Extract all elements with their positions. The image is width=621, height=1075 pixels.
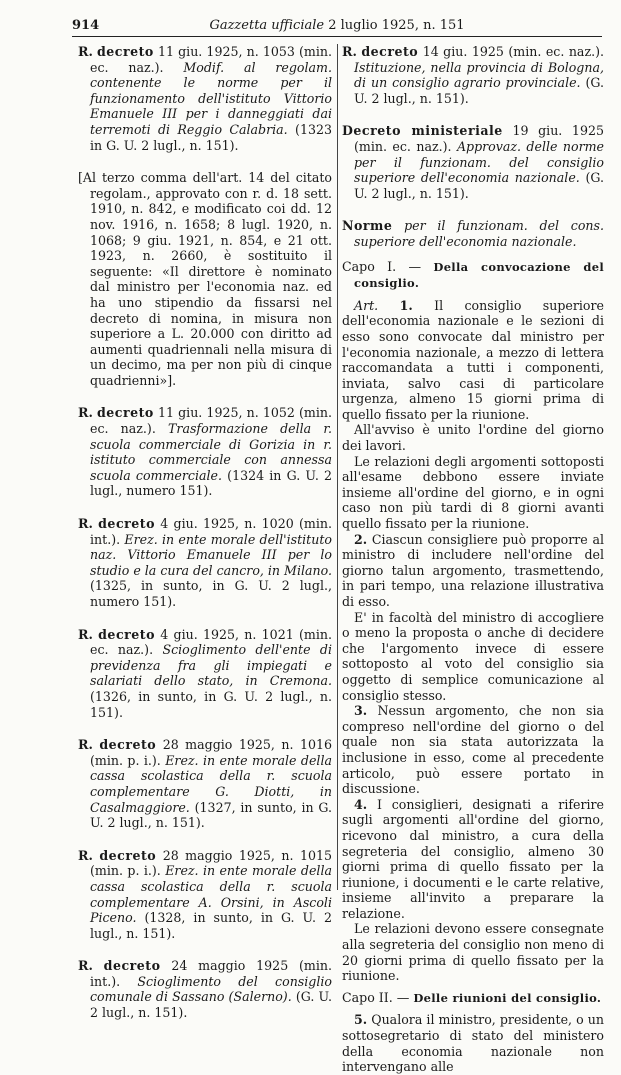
decree-entry-6: R. decreto 28 maggio 1925, n. 1015 (min. p. i.). Erez. in ente morale della cassa scolastica della r. scuola complementare A. Orsini, in Ascoli Piceno. (1328, in sunto, in G. U. 2 lugl., n. 151). — [78, 847, 332, 941]
chapter-1-heading: Capo I. — Della convocazione del consiglio. — [342, 258, 605, 291]
decree-date: 14 giu. 1925 (min. ec. naz.). — [422, 44, 604, 59]
decree-entry-1: R. decreto 11 giu. 1925, n. 1053 (min. ec. naz.). Modif. al regolam. contenente le norme per il funzionamento dell'istituto Vittorio Emanuele III per i danneggiati dai terremoti di Reggio Calabria. (1323 in G. U. 2 lugl., n. 151). — [78, 44, 332, 153]
ministerial-decree-entry: Decreto ministeriale 19 giu. 1925 (min. ec. naz.). Approvaz. delle norme per il funzionam. del consiglio superiore dell'economia nazionale. (G. U. 2 lugl., n. 151). — [342, 123, 604, 201]
decree-entry-5: R. decreto 28 maggio 1925, n. 1016 (min. p. i.). Erez. in ente morale della cassa scolastica della r. scuola complementare G. Diotti, in Casalmaggiore. (1327, in sunto, in G. U. 2 lugl., n. 151). — [78, 737, 333, 831]
decree-subject: Scioglimento dell'ente di previdenza fra gli impiegati e salariati dello stato, in Cremona. — [90, 642, 332, 689]
decree-publication: (1328, in sunto, in G. U. 2 lugl., n. 151). — [90, 910, 332, 941]
right-column — [342, 44, 605, 1075]
article-4-paragraph: 4. I consiglieri, designati a riferire sugli argomenti all'ordine del giorno, ricevono dal ministro, a cura della segreteria del consiglio, almeno 30 giorni prima di quello fissato per la riunione, i documenti e le carte relative, insieme all'invito a preparare la relazione. — [342, 796, 604, 921]
decree-date: 11 giu. 1925, n. 1052 (min. ec. naz.). — [90, 405, 332, 437]
decree-subject: Erez. in ente morale dell'istituto naz. Vittorio Emanuele III per lo studio e la cura del cancro, in Milano. — [90, 531, 332, 578]
left-column — [78, 44, 333, 1021]
decree-date: 19 giu. 1925 (min. ec. naz.). — [354, 123, 604, 154]
decree-publication: (G. U. 2 lugl., n. 151). — [354, 75, 604, 106]
column-divider — [337, 44, 338, 890]
decree-publication: (G. U. 2 lugl., n. 151). — [90, 989, 332, 1021]
article-2-paragraph-2: E' in facoltà del ministro di accogliere o meno la proposta o anche di decidere che l'argomento invece di essere sottoposto al voto del consiglio sia oggetto di semplice comunicazione al consiglio stesso. — [342, 609, 604, 703]
decree-note: [Al terzo comma dell'art. 14 del citato regolam., approvato con r. d. 18 sett. 1910, n. 842, e modificato coi dd. 12 nov. 1916, n. 1658; 8 lugl. 1920, n. 1068; 9 giu. 1921, n. 854, e 21 ott. 1923, n. 2660, è sostituito il seguente: «Il direttore è nominato dal ministro per l'economia naz. ed ha uno stipendio da fissarsi nel decreto di nomina, in misura non superiore a L. 20.000 con diritto ad aumenti quadriennali nella misura di un decimo, ma per non più di cinque quadrienni»]. — [78, 170, 332, 388]
decree-entry-7: R. decreto 24 maggio 1925 (min. int.). Scioglimento del consiglio comunale di Sassano (Salerno). (G. U. 2 lugl., n. 151). — [78, 958, 332, 1021]
article-1-paragraph: Art. 1. Il consiglio superiore dell'economia nazionale e le sezioni di esso sono convocate dal ministro per l'economia nazionale, a mezzo di lettera raccomandata a tutti i componenti, inviata, salvo casi di particolare urgenza, almeno 15 giorni prima di quello fissato per la riunione. — [342, 297, 604, 422]
article-5-paragraph: 5. Qualora il ministro, presidente, o un sottosegretario di stato del ministero della economia nazionale non intervengano alle — [342, 1012, 604, 1075]
decree-date: 28 maggio 1925, n. 1016 (min. p. i.). — [90, 737, 332, 768]
decree-subject: Istituzione, nella provincia di Bologna, di un consiglio agrario provinciale. — [354, 59, 604, 91]
decree-date: 24 maggio 1925 (min. int.). — [90, 958, 332, 989]
decree-publication: (1327, in sunto, in G. U. 2 lugl., n. 151). — [90, 799, 333, 831]
decree-subject: Erez. in ente morale della cassa scolastica della r. scuola complementare A. Orsini, in Ascoli Piceno. — [90, 863, 332, 926]
decree-entry-8: R. decreto 14 giu. 1925 (min. ec. naz.). Istituzione, nella provincia di Bologna, di un consiglio agrario provinciale. (G. U. 2 lugl., n. 151). — [342, 44, 604, 106]
decree-subject: Trasformazione della r. scuola commerciale di Gorizia in r. istituto commerciale con annessa scuola commerciale. — [90, 421, 332, 483]
article-4-paragraph-2: Le relazioni devono essere consegnate alla segreteria del consiglio non meno di 20 giorni prima di quello fissato per la riunione. — [342, 921, 604, 984]
page-number: 914 — [72, 18, 100, 33]
decree-entry-3: R. decreto 4 giu. 1925, n. 1020 (min. int.). Erez. in ente morale dell'istituto naz. Vittorio Emanuele III per lo studio e la cura del cancro, in Milano. (1325, in sunto, in G. U. 2 lugl., numero 151). — [78, 516, 332, 609]
decree-subject: Approvaz. delle norme per il funzionam. del consiglio superiore dell'economia nazionale. — [354, 138, 604, 186]
decree-entry-2: R. decreto 11 giu. 1925, n. 1052 (min. ec. naz.). Trasformazione della r. scuola commerciale di Gorizia in r. istituto commerciale con annessa scuola commerciale. (1324 in G. U. 2 lugl., numero 151). — [78, 405, 332, 499]
article-2-paragraph: 2. Ciascun consigliere può proporre al ministro di includere nell'ordine del giorno talun argomento, trasmettendo, in pari tempo, una relazione illustrativa di esso. — [342, 531, 604, 609]
decree-subject: Erez. in ente morale della cassa scolastica della r. scuola complementare G. Diotti, in Casalmaggiore. — [90, 752, 332, 815]
running-title — [72, 18, 602, 33]
decree-publication: (1326, in sunto, in G. U. 2 lugl., n. 151). — [90, 688, 332, 720]
decree-publication: (G. U. 2 lugl., n. 151). — [354, 170, 604, 201]
chapter-2-heading: Capo II. — Delle riunioni del consiglio. — [342, 989, 602, 1005]
decree-publication: (1324 in G. U. 2 lugl., numero 151). — [90, 467, 332, 499]
issue-date: 2 luglio 1925, n. 151 — [328, 18, 465, 33]
article-1-paragraph-3: Le relazioni degli argomenti sottoposti all'esame debbono essere inviate insieme all'ordine del giorno, e in ogni caso non più tardi di 8 giorni avanti quello fissato per la riunione. — [342, 453, 604, 532]
decree-subject: Modif. al regolam. contenente le norme per il funzionamento dell'istituto Vittorio Emanuele III per i danneggiati dai terremoti di Reggio Calabria. — [90, 59, 332, 137]
decree-entry-4: R. decreto 4 giu. 1925, n. 1021 (min. ec. naz.). Scioglimento dell'ente di previdenza fra gli impiegati e salariati dello stato, in Cremona. (1326, in sunto, in G. U. 2 lugl., n. 151). — [78, 626, 332, 720]
decree-publication: (1325, in sunto, in G. U. 2 lugl., numero 151). — [90, 578, 332, 609]
norme-heading: Norme per il funzionam. del cons. superiore dell'economia nazionale. — [342, 218, 604, 249]
running-header — [72, 16, 602, 37]
decree-date: 4 giu. 1925, n. 1021 (min. ec. naz.). — [90, 626, 332, 658]
article-1-paragraph-2: All'avviso è unito l'ordine del giorno dei lavori. — [342, 422, 604, 454]
article-3-paragraph: 3. Nessun argomento, che non sia compreso nell'ordine del giorno o del quale non sia stata autorizzata la inclusione in esso, come al precedente articolo, può essere portato in discussione. — [342, 703, 604, 797]
decree-date: 4 giu. 1925, n. 1020 (min. int.). — [90, 516, 332, 547]
decree-date: 11 giu. 1925, n. 1053 (min. ec. naz.). — [90, 44, 332, 75]
decree-subject: Scioglimento del consiglio comunale di Sassano (Salerno). — [90, 973, 332, 1005]
decree-date: 28 maggio 1925, n. 1015 (min. p. i.). — [90, 847, 332, 879]
journal-name: Gazzetta ufficiale — [209, 18, 325, 33]
decree-publication: (1323 in G. U. 2 lugl., n. 151). — [90, 121, 332, 153]
